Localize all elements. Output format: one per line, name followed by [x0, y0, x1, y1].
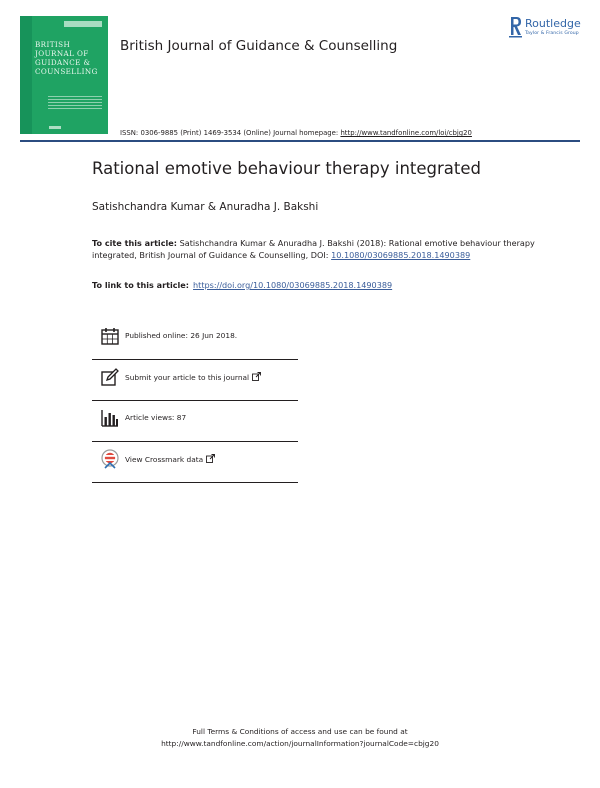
cover-top-band — [64, 21, 102, 27]
citation-doi-link[interactable]: 10.1080/03069885.2018.1490389 — [331, 249, 471, 260]
article-link-line — [92, 280, 392, 290]
crossmark-row[interactable] — [92, 441, 298, 483]
cover-line: JOURNAL OF — [35, 49, 89, 58]
published-date-text: Published online: 26 Jun 2018. — [125, 331, 238, 340]
journal-title: British Journal of Guidance & Counselling — [120, 38, 398, 54]
cover-spine — [20, 16, 32, 134]
edit-icon — [100, 367, 120, 387]
cover-line: GUIDANCE & — [35, 58, 91, 67]
citation-block — [92, 238, 562, 261]
publisher-tagline: Taylor & Francis Group — [525, 31, 579, 36]
published-row — [92, 318, 298, 360]
submit-article-row[interactable] — [92, 359, 298, 401]
issn-line — [120, 129, 472, 137]
article-views-row — [92, 400, 298, 442]
citation-label: To cite this article: — [92, 238, 178, 248]
cover-subtitle-lines — [48, 96, 102, 109]
cover-line: BRITISH — [35, 40, 71, 49]
cover-publisher-mark — [49, 126, 61, 129]
article-link-label: To link to this article: — [92, 280, 190, 290]
header-divider — [20, 140, 580, 142]
submit-article-link[interactable]: Submit your article to this journal — [125, 372, 261, 382]
article-title: Rational emotive behaviour therapy integrated — [92, 159, 481, 178]
footer — [0, 726, 600, 750]
crossmark-link[interactable]: View Crossmark data — [125, 454, 215, 464]
calendar-icon — [100, 326, 120, 346]
article-views-text: Article views: 87 — [125, 413, 187, 422]
citation-text: Satishchandra Kumar & Anuradha J. Bakshi (2018): Rational emotive behaviour therapy integrated, British Journal of Guidance & Counselling, DOI: — [92, 238, 535, 260]
routledge-logo-icon — [509, 16, 522, 38]
cover-journal-title — [35, 40, 107, 76]
publisher-name: Routledge — [525, 17, 581, 30]
issn-text: ISSN: 0306-9885 (Print) 1469-3534 (Online) Journal homepage: — [120, 129, 341, 137]
cover-line: COUNSELLING — [35, 67, 98, 76]
article-doi-link[interactable]: https://doi.org/10.1080/03069885.2018.1490389 — [193, 280, 393, 290]
journal-cover-image — [20, 16, 108, 134]
bar-chart-icon — [100, 408, 120, 428]
footer-terms-link[interactable]: http://www.tandfonline.com/action/journalInformation?journalCode=cbjg20 — [161, 739, 439, 748]
footer-terms-text: Full Terms & Conditions of access and use can be found at — [192, 727, 408, 736]
external-link-icon — [252, 372, 261, 381]
journal-homepage-link[interactable]: http://www.tandfonline.com/loi/cbjg20 — [340, 129, 472, 137]
crossmark-icon — [100, 449, 120, 469]
external-link-icon — [206, 454, 215, 463]
article-authors: Satishchandra Kumar & Anuradha J. Bakshi — [92, 201, 319, 213]
